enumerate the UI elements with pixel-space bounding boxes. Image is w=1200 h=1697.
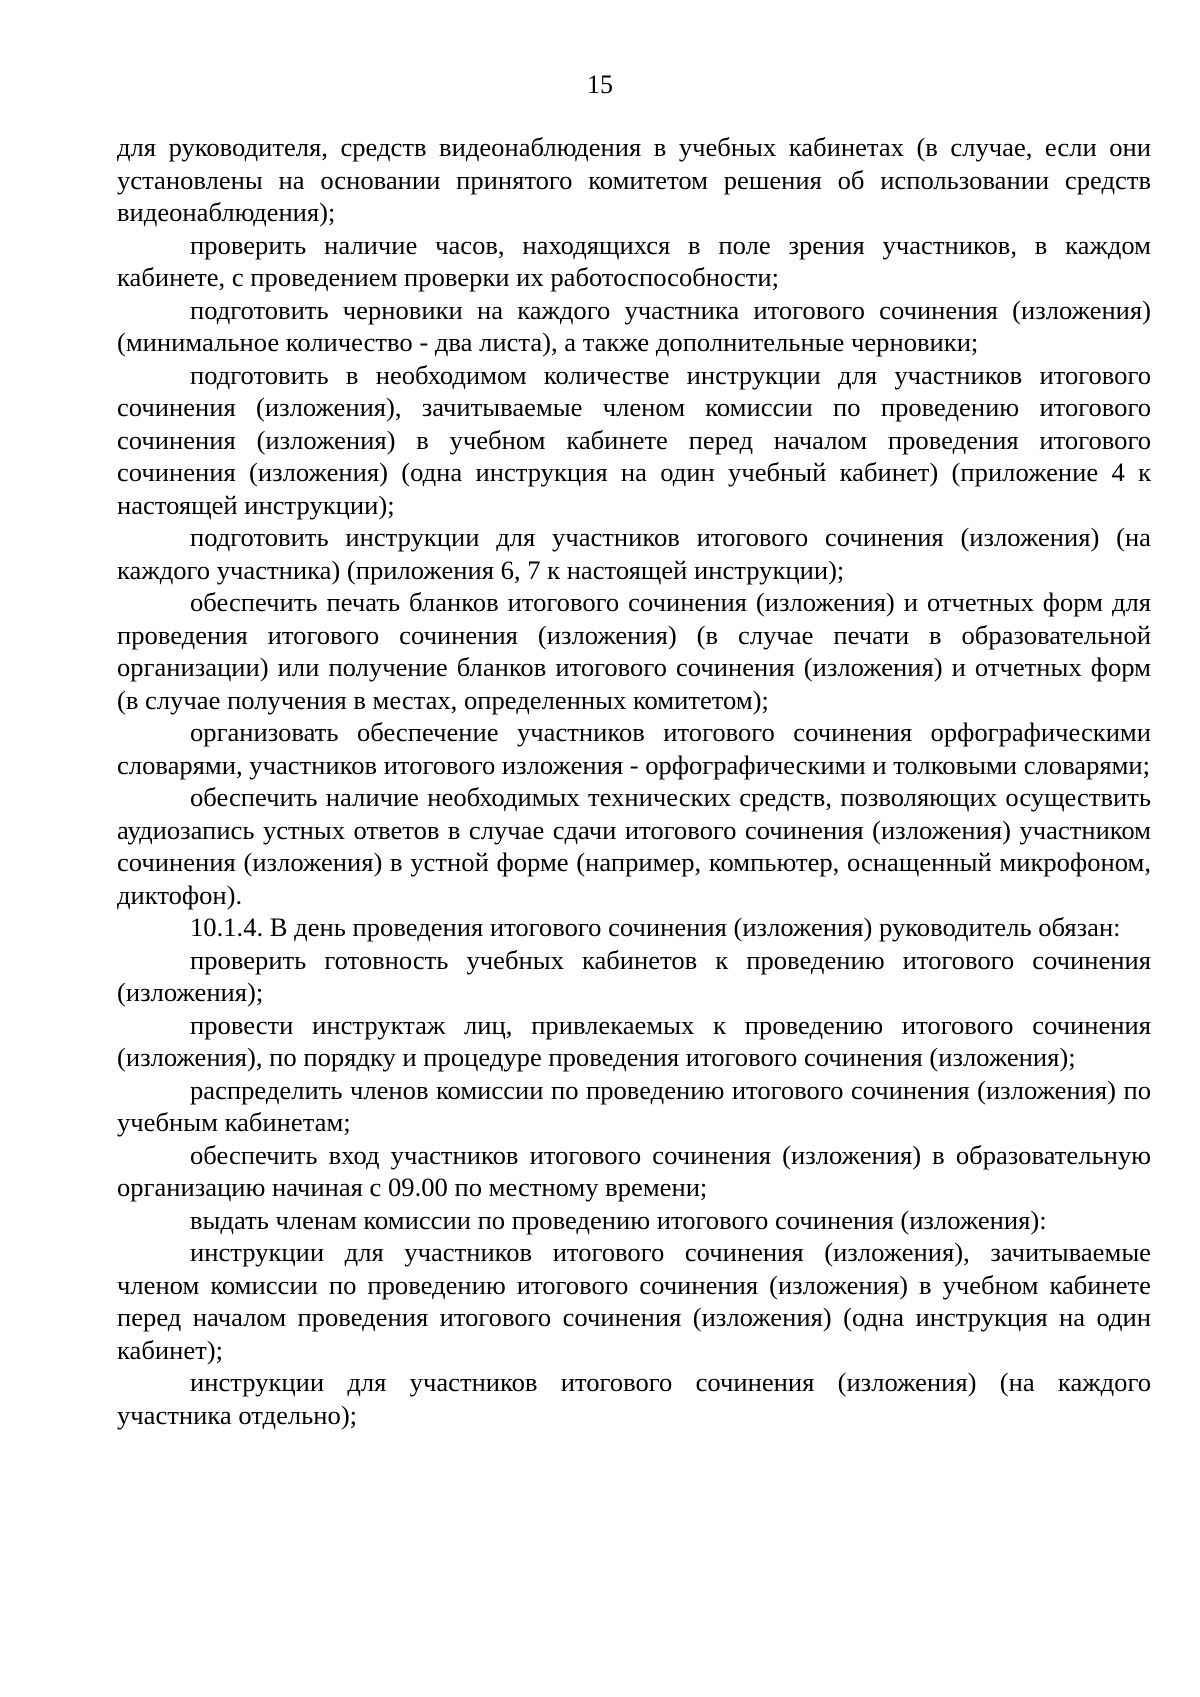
paragraph: 10.1.4. В день проведения итогового сочинения (изложения) руководитель обязан: bbox=[190, 912, 1121, 942]
page-number: 15 bbox=[587, 70, 613, 99]
paragraph: инструкции для участников итогового сочинения (изложения), зачитываемые членом комиссии по проведению итогового сочинения (изложения) в учебном кабинете перед началом проведения итогового сочинения (изложения) (одна инструкция на один кабинет); bbox=[117, 1237, 1151, 1365]
document-body bbox=[117, 131, 1151, 1431]
paragraph: проверить наличие часов, находящихся в поле зрения участников, в каждом кабинете, с проведением проверки их работоспособности; bbox=[117, 229, 1151, 292]
paragraph: подготовить инструкции для участников итогового сочинения (изложения) (на каждого участника) (приложения 6, 7 к настоящей инструкции); bbox=[117, 522, 1151, 585]
paragraph: организовать обеспечение участников итогового сочинения орфографическими словарями, участников итогового изложения - орфографическими и толковыми словарями; bbox=[117, 717, 1151, 780]
paragraph: обеспечить наличие необходимых технических средств, позволяющих осуществить аудиозапись устных ответов в случае сдачи итогового сочинения (изложения) участником сочинения (изложения) в устной форме (например, компьютер, оснащенный микрофоном, диктофон). bbox=[117, 782, 1151, 910]
paragraph: выдать членам комиссии по проведению итогового сочинения (изложения): bbox=[190, 1204, 1047, 1235]
paragraph: обеспечить вход участников итогового сочинения (изложения) в образовательную организацию начиная с 09.00 по местному времени; bbox=[117, 1139, 1151, 1202]
paragraph: проверить готовность учебных кабинетов к проведению итогового сочинения (изложения); bbox=[117, 944, 1151, 1007]
paragraph: распределить членов комиссии по проведению итогового сочинения (изложения) по учебным кабинетам; bbox=[117, 1074, 1151, 1137]
paragraph: подготовить черновики на каждого участника итогового сочинения (изложения) (минимальное количество - два листа), а также дополнительные черновики; bbox=[117, 294, 1151, 357]
paragraph: для руководителя, средств видеонаблюдения в учебных кабинетах (в случае, если они установлены на основании принятого комитетом решения об использовании средств видеонаблюдения); bbox=[117, 132, 1151, 227]
paragraph: подготовить в необходимом количестве инструкции для участников итогового сочинения (изложения), зачитываемые членом комиссии по проведению итогового сочинения (изложения) в учебном кабинете перед началом проведения итогового сочинения (изложения) (одна инструкция на один учебный кабинет) (приложение 4 к настоящей инструкции); bbox=[117, 359, 1151, 520]
paragraph: провести инструктаж лиц, привлекаемых к проведению итогового сочинения (изложения), по порядку и процедуре проведения итогового сочинения (изложения); bbox=[117, 1009, 1151, 1072]
paragraph: инструкции для участников итогового сочинения (изложения) (на каждого участника отдельно); bbox=[117, 1367, 1151, 1430]
paragraph: обеспечить печать бланков итогового сочинения (изложения) и отчетных форм для проведения итогового сочинения (изложения) (в случае печати в образовательной организации) или получение бланков итогового сочинения (изложения) и отчетных форм (в случае получения в местах, определенных комитетом); bbox=[117, 587, 1151, 715]
